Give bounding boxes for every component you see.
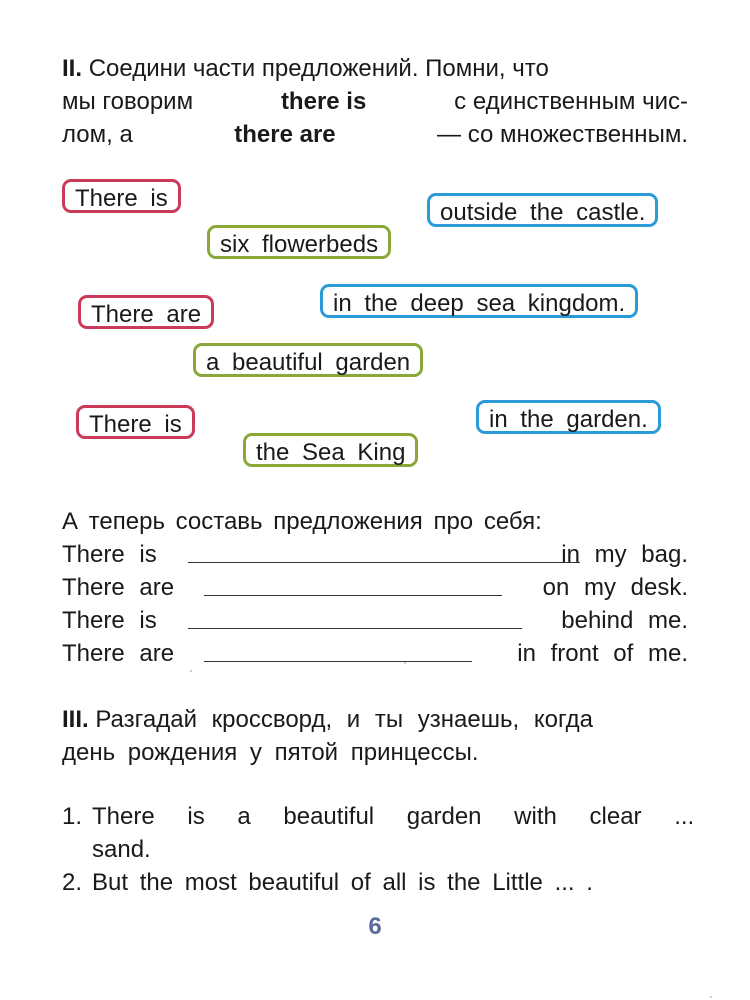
subject-box-2[interactable]: There are	[78, 295, 214, 329]
subject-box-3[interactable]: There is	[76, 405, 195, 439]
place-box-1[interactable]: outside the castle.	[427, 193, 658, 227]
paper-speck	[190, 670, 192, 672]
answer-blank-3[interactable]	[188, 628, 522, 629]
subject-box-1[interactable]: There is	[62, 179, 181, 213]
answer-blank-1[interactable]	[188, 562, 580, 563]
section-3-instruction-line-1: III. Разгадай кроссворд, и ты узнаешь, когда	[62, 706, 593, 733]
section-2-instruction-line-1: II. Соедини части предложений. Помни, что	[62, 55, 549, 82]
fill-row-4: There are in front of me.	[62, 640, 688, 667]
crossword-clue-2: But the most beautiful of all is the Little ... .	[92, 869, 593, 896]
fill-row-2: There are on my desk.	[62, 574, 688, 601]
section-number: III.	[62, 706, 89, 733]
section-2-instruction-line-2: мы говорим there is с единственным чис-	[62, 85, 688, 118]
there-is-emphasis: there is	[280, 88, 367, 115]
fill-row-1: There is in my bag.	[62, 541, 688, 568]
about-me-heading: А теперь составь предложения про себя:	[62, 508, 542, 535]
section-3-instruction-line-2: день рождения у пятой принцессы.	[62, 739, 479, 766]
paper-speck	[710, 996, 712, 998]
crossword-item-number-1: 1.	[62, 803, 83, 830]
crossword-clue-1: There is a beautiful garden with clear ...	[92, 803, 695, 830]
crossword-item-number-2: 2.	[62, 869, 83, 896]
there-are-emphasis: there are	[234, 121, 336, 148]
page-number: 6	[368, 913, 382, 940]
crossword-clue-1-continuation: sand.	[92, 836, 151, 863]
place-box-2[interactable]: in the deep sea kingdom.	[320, 284, 638, 318]
place-box-3[interactable]: in the garden.	[476, 400, 661, 434]
object-box-2[interactable]: a beautiful garden	[193, 343, 423, 377]
fill-row-3: There is behind me.	[62, 607, 688, 634]
object-box-1[interactable]: six flowerbeds	[207, 225, 391, 259]
section-number: II.	[62, 55, 83, 82]
answer-blank-4[interactable]	[204, 661, 472, 662]
answer-blank-2[interactable]	[204, 595, 502, 596]
object-box-3[interactable]: the Sea King	[243, 433, 418, 467]
section-2-instruction-line-3: лом, а there are — со множественным.	[62, 118, 688, 151]
paper-speck	[404, 662, 406, 664]
